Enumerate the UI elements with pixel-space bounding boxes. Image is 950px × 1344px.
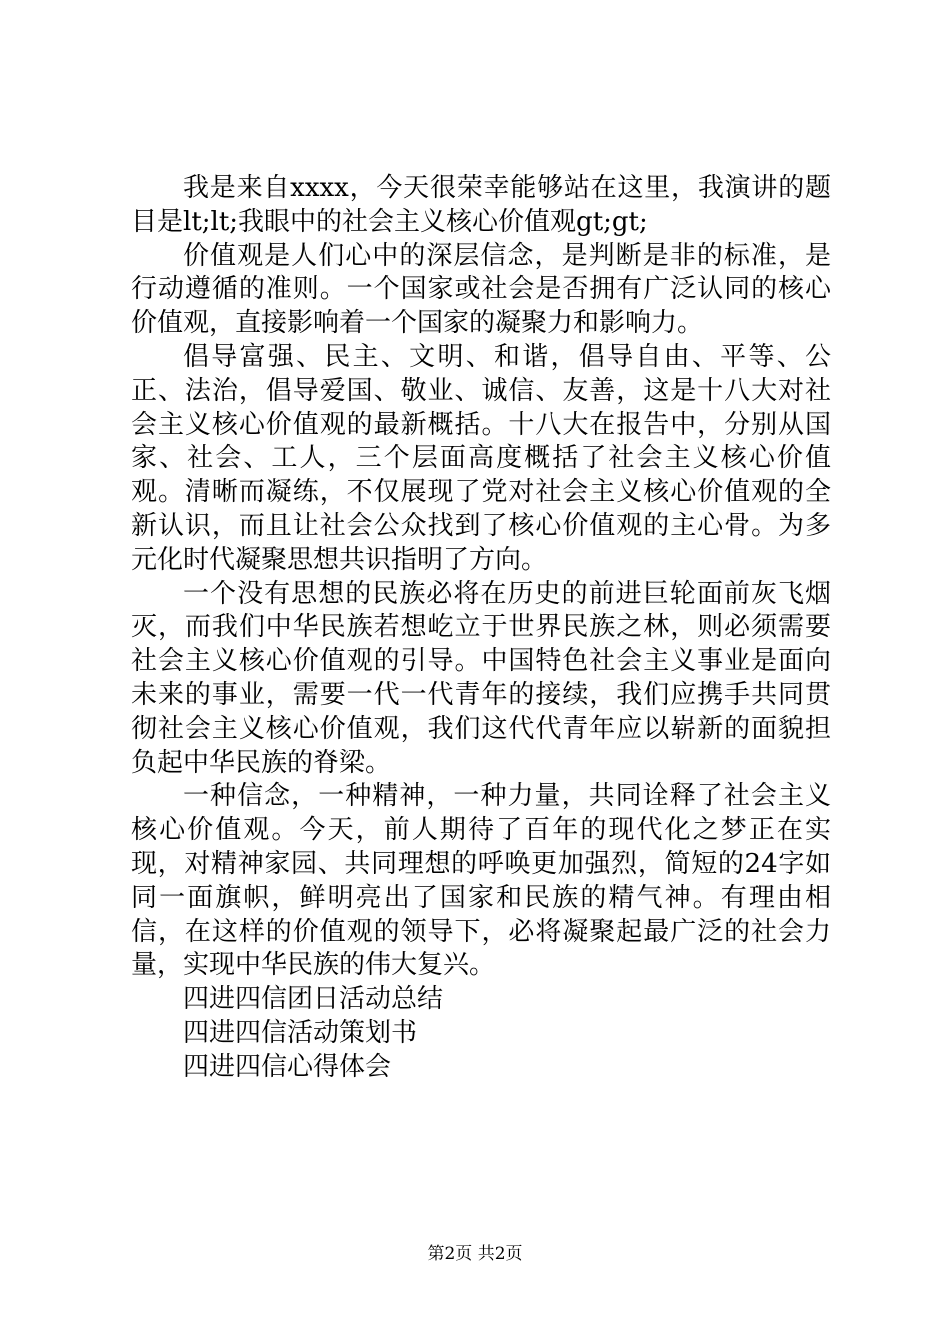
document-body	[131, 172, 831, 1085]
page-number-footer: 第2页 共2页	[427, 1244, 523, 1264]
paragraph-values-definition: 价值观是人们心中的深层信念，是判断是非的标准，是行动遵循的准则。一个国家或社会是否拥有广泛认同的核心价值观，直接影响着一个国家的凝聚力和影响力。	[131, 240, 831, 339]
paragraph-intro: 我是来自xxxx，今天很荣幸能够站在这里，我演讲的题目是lt;lt;我眼中的社会主义核心价值观gt;gt;	[131, 173, 831, 237]
related-link-summary: 四进四信团日活动总结	[183, 984, 444, 1015]
paragraph-national-spirit: 一个没有思想的民族必将在历史的前进巨轮面前灰飞烟灭，而我们中华民族若想屹立于世界民族之林，则必须需要社会主义核心价值观的引导。中国特色社会主义事业是面向未来的事业，需要一代一代青年的接续，我们应携手共同贯彻社会主义核心价值观，我们这代代青年应以崭新的面貌担负起中华民族的脊梁。	[131, 578, 831, 778]
paragraph-conclusion: 一种信念，一种精神，一种力量，共同诠释了社会主义核心价值观。今天，前人期待了百年的现代化之梦正在实现，对精神家园、共同理想的呼唤更加强烈，简短的24字如同一面旗帜，鲜明亮出了国家和民族的精气神。有理由相信，在这样的价值观的领导下，必将凝聚起最广泛的社会力量，实现中华民族的伟大复兴。	[131, 781, 831, 981]
related-link-reflection: 四进四信心得体会	[183, 1051, 392, 1082]
paragraph-core-values-summary: 倡导富强、民主、文明、和谐，倡导自由、平等、公正、法治，倡导爱国、敬业、诚信、友善，这是十八大对社会主义核心价值观的最新概括。十八大在报告中，分别从国家、社会、工人，三个层面高度概括了社会主义核心价值观。清晰而凝练，不仅展现了党对社会主义核心价值观的全新认识，而且让社会公众找到了核心价值观的主心骨。为多元化时代凝聚思想共识指明了方向。	[131, 341, 831, 575]
related-link-plan: 四进四信活动策划书	[183, 1017, 418, 1048]
